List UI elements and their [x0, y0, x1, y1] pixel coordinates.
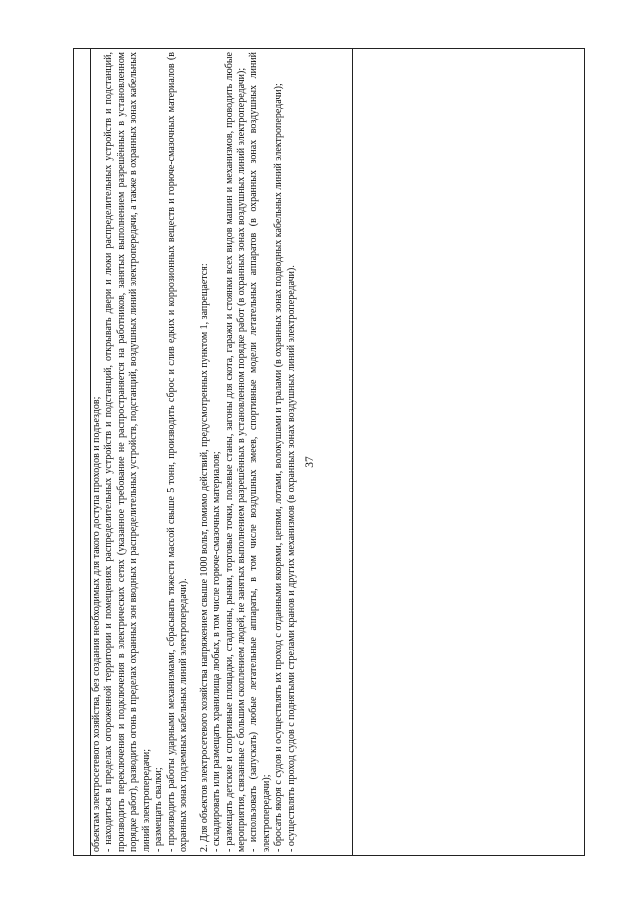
- text-line: - находиться в пределах огороженной территории и помещениях распределительных устройств и подстанций, открывать двери и люки распределительных устройств и подстанций, производить переключения и подключения в электрических сетях (указанное требование не распространяется на работников, занятых выполнением разрешённых в установленном порядке работ), разводить огонь в пределах охранных зон вводных и распределительных устройств, подстанций, воздушных линий электропередачи, а также в охранных зонах кабельных линий электропередачи;: [103, 52, 152, 852]
- text-line: - складировать или размещать хранилища любых, в том числе горюче-смазочных материалов;: [211, 451, 223, 852]
- text-line: - использовать (запускать) любые летательные аппараты, в том числе воздушных змеев, спортивные модели летательных аппаратов (в охранных зонах воздушных линий электропередачи);: [248, 52, 272, 852]
- text-line: - бросать якоря с судов и осуществлять их проход с отданными якорями, цепями, лотами, волокушами и тралами (в охранных зонах подводных кабельных линий электропередачи);: [273, 83, 285, 852]
- text-line: 2. Для объектов электросетевого хозяйства напряжением свыше 1000 вольт, помимо действий, предусмотренных пунктом 1, запрещается:: [198, 263, 210, 852]
- text-line: - размещать свалки;: [153, 767, 165, 852]
- text-line: - осуществлять проход судов с поднятыми стрелами кранов и других механизмов (в охранных зонах воздушных линий электропередачи).: [285, 265, 297, 852]
- text-line: - размещать детские и спортивные площадки, стадионы, рынки, торговые точки, полевые станы, загоны для скота, гаражи и стоянки всех видов машин и механизмов, проводить любые мероприятия, связанные с большим скоплением людей, не занятых выполнением разрешённых в установленном порядке работ (в охранных зонах воздушных линий электропередачи);: [223, 52, 247, 852]
- paragraph-gap: [191, 52, 199, 852]
- table-column-divider-right: [352, 48, 353, 856]
- text-line: объектам электросетевого хозяйства, без создания необходимых для такого доступа проходов и подъездов;: [91, 396, 102, 852]
- page-number: 37: [304, 456, 316, 468]
- restrictions-text-cell: [90, 49, 352, 855]
- text-line: - производить работы ударными механизмами, сбрасывать тяжести массой свыше 5 тонн, производить сброс и слив едких и коррозионных веществ и горюче-смазочных материалов (в охранных зонах подземных кабельных линий электропередачи).: [165, 52, 190, 852]
